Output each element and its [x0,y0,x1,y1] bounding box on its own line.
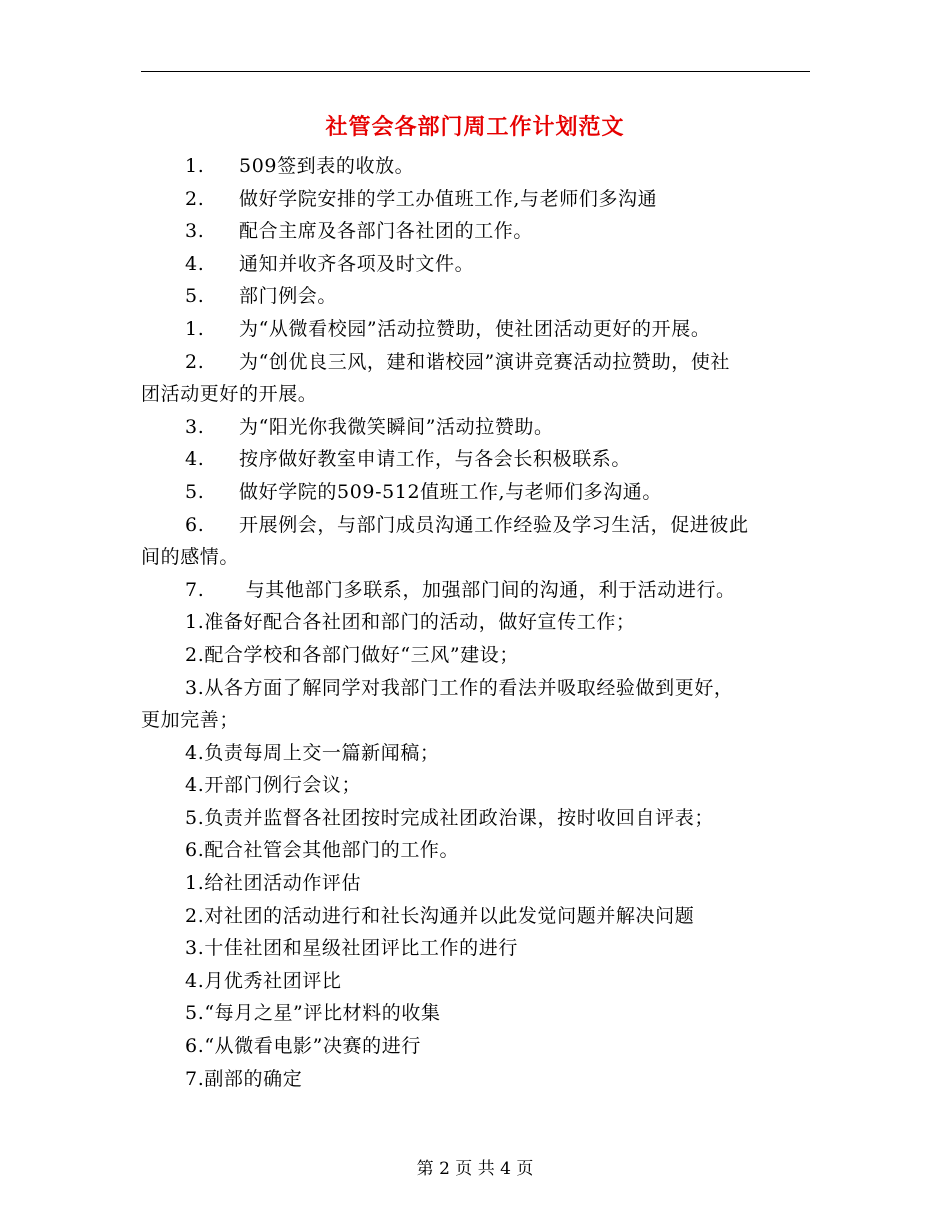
text-line [141,411,809,444]
text-line: 团活动更好的开展。 [141,383,318,406]
text-line: 4.负责每周上交一篇新闻稿； [185,741,440,764]
list-text: 做好学院安排的学工办值班工作,与老师们多沟通 [239,187,658,210]
list-text: 做好学院的509-512值班工作,与老师们多沟通。 [239,480,662,503]
list-number: 3. [185,220,205,243]
text-line: 3.从各方面了解同学对我部门工作的看法并吸取经验做到更好， [185,676,734,699]
text-line: 1.给社团活动作评估 [185,872,362,895]
list-number: 1. [185,155,205,177]
text-line: 1.准备好配合各社团和部门的活动，做好宣传工作； [185,611,636,634]
list-text: 与其他部门多联系，加强部门间的沟通，利于活动进行。 [239,578,736,601]
text-line [141,248,809,281]
list-number: 1. [185,317,205,340]
text-line [141,509,809,542]
list-text: 通知并收齐各项及时文件。 [239,252,475,275]
text-line: 更加完善； [141,709,240,732]
list-number: 5. [185,480,205,503]
list-text: 为“从微看校园”活动拉赞助，使社团活动更好的开展。 [239,317,711,340]
list-text: 开展例会，与部门成员沟通工作经验及学习生活，促进彼此 [239,513,749,536]
text-line [141,183,809,216]
list-number: 6. [185,513,205,536]
list-text: 配合主席及各部门各社团的工作。 [239,220,534,243]
list-text: 为“阳光你我微笑瞬间”活动拉赞助。 [239,415,554,438]
list-text: 为“创优良三风，建和谐校园”演讲竞赛活动拉赞助，使社 [239,350,731,373]
list-text: 按序做好教室申请工作，与各会长积极联系。 [239,448,632,471]
text-line: 4.月优秀社团评比 [185,969,342,992]
text-line [141,215,809,248]
text-line: 2.对社团的活动进行和社长沟通并以此发觉问题并解决问题 [185,904,695,927]
text-line: 5.负责并监督各社团按时完成社团政治课，按时收回自评表； [185,806,714,829]
text-line [141,280,809,313]
list-number: 5. [185,285,205,308]
list-text: 509签到表的收放。 [239,155,415,177]
text-line [141,150,809,183]
text-line: 2.配合学校和各部门做好“三风”建设； [185,643,519,666]
document-body [141,150,809,1095]
list-number: 4. [185,252,205,275]
text-line: 3.十佳社团和星级社团评比工作的进行 [185,937,518,960]
text-line [141,346,809,379]
list-number: 3. [185,415,205,438]
text-line: 6.配合社管会其他部门的工作。 [185,839,460,862]
list-number: 7. [185,578,205,601]
page-footer: 第 2 页 共 4 页 [416,1159,534,1179]
text-line [141,476,809,509]
list-number: 2. [185,350,205,373]
text-line: 7.副部的确定 [185,1067,303,1090]
list-number: 2. [185,187,205,210]
text-line: 6.“从微看电影”决赛的进行 [185,1035,421,1058]
text-line: 4.开部门例行会议； [185,774,362,797]
text-line [141,574,809,607]
text-line: 间的感情。 [141,546,240,569]
list-number: 4. [185,448,205,471]
header-rule [141,71,810,72]
text-line [141,313,809,346]
document-title: 社管会各部门周工作计划范文 [325,114,625,140]
list-text: 部门例会。 [239,285,338,308]
text-line [141,443,809,476]
text-line: 5.“每月之星”评比材料的收集 [185,1002,441,1025]
